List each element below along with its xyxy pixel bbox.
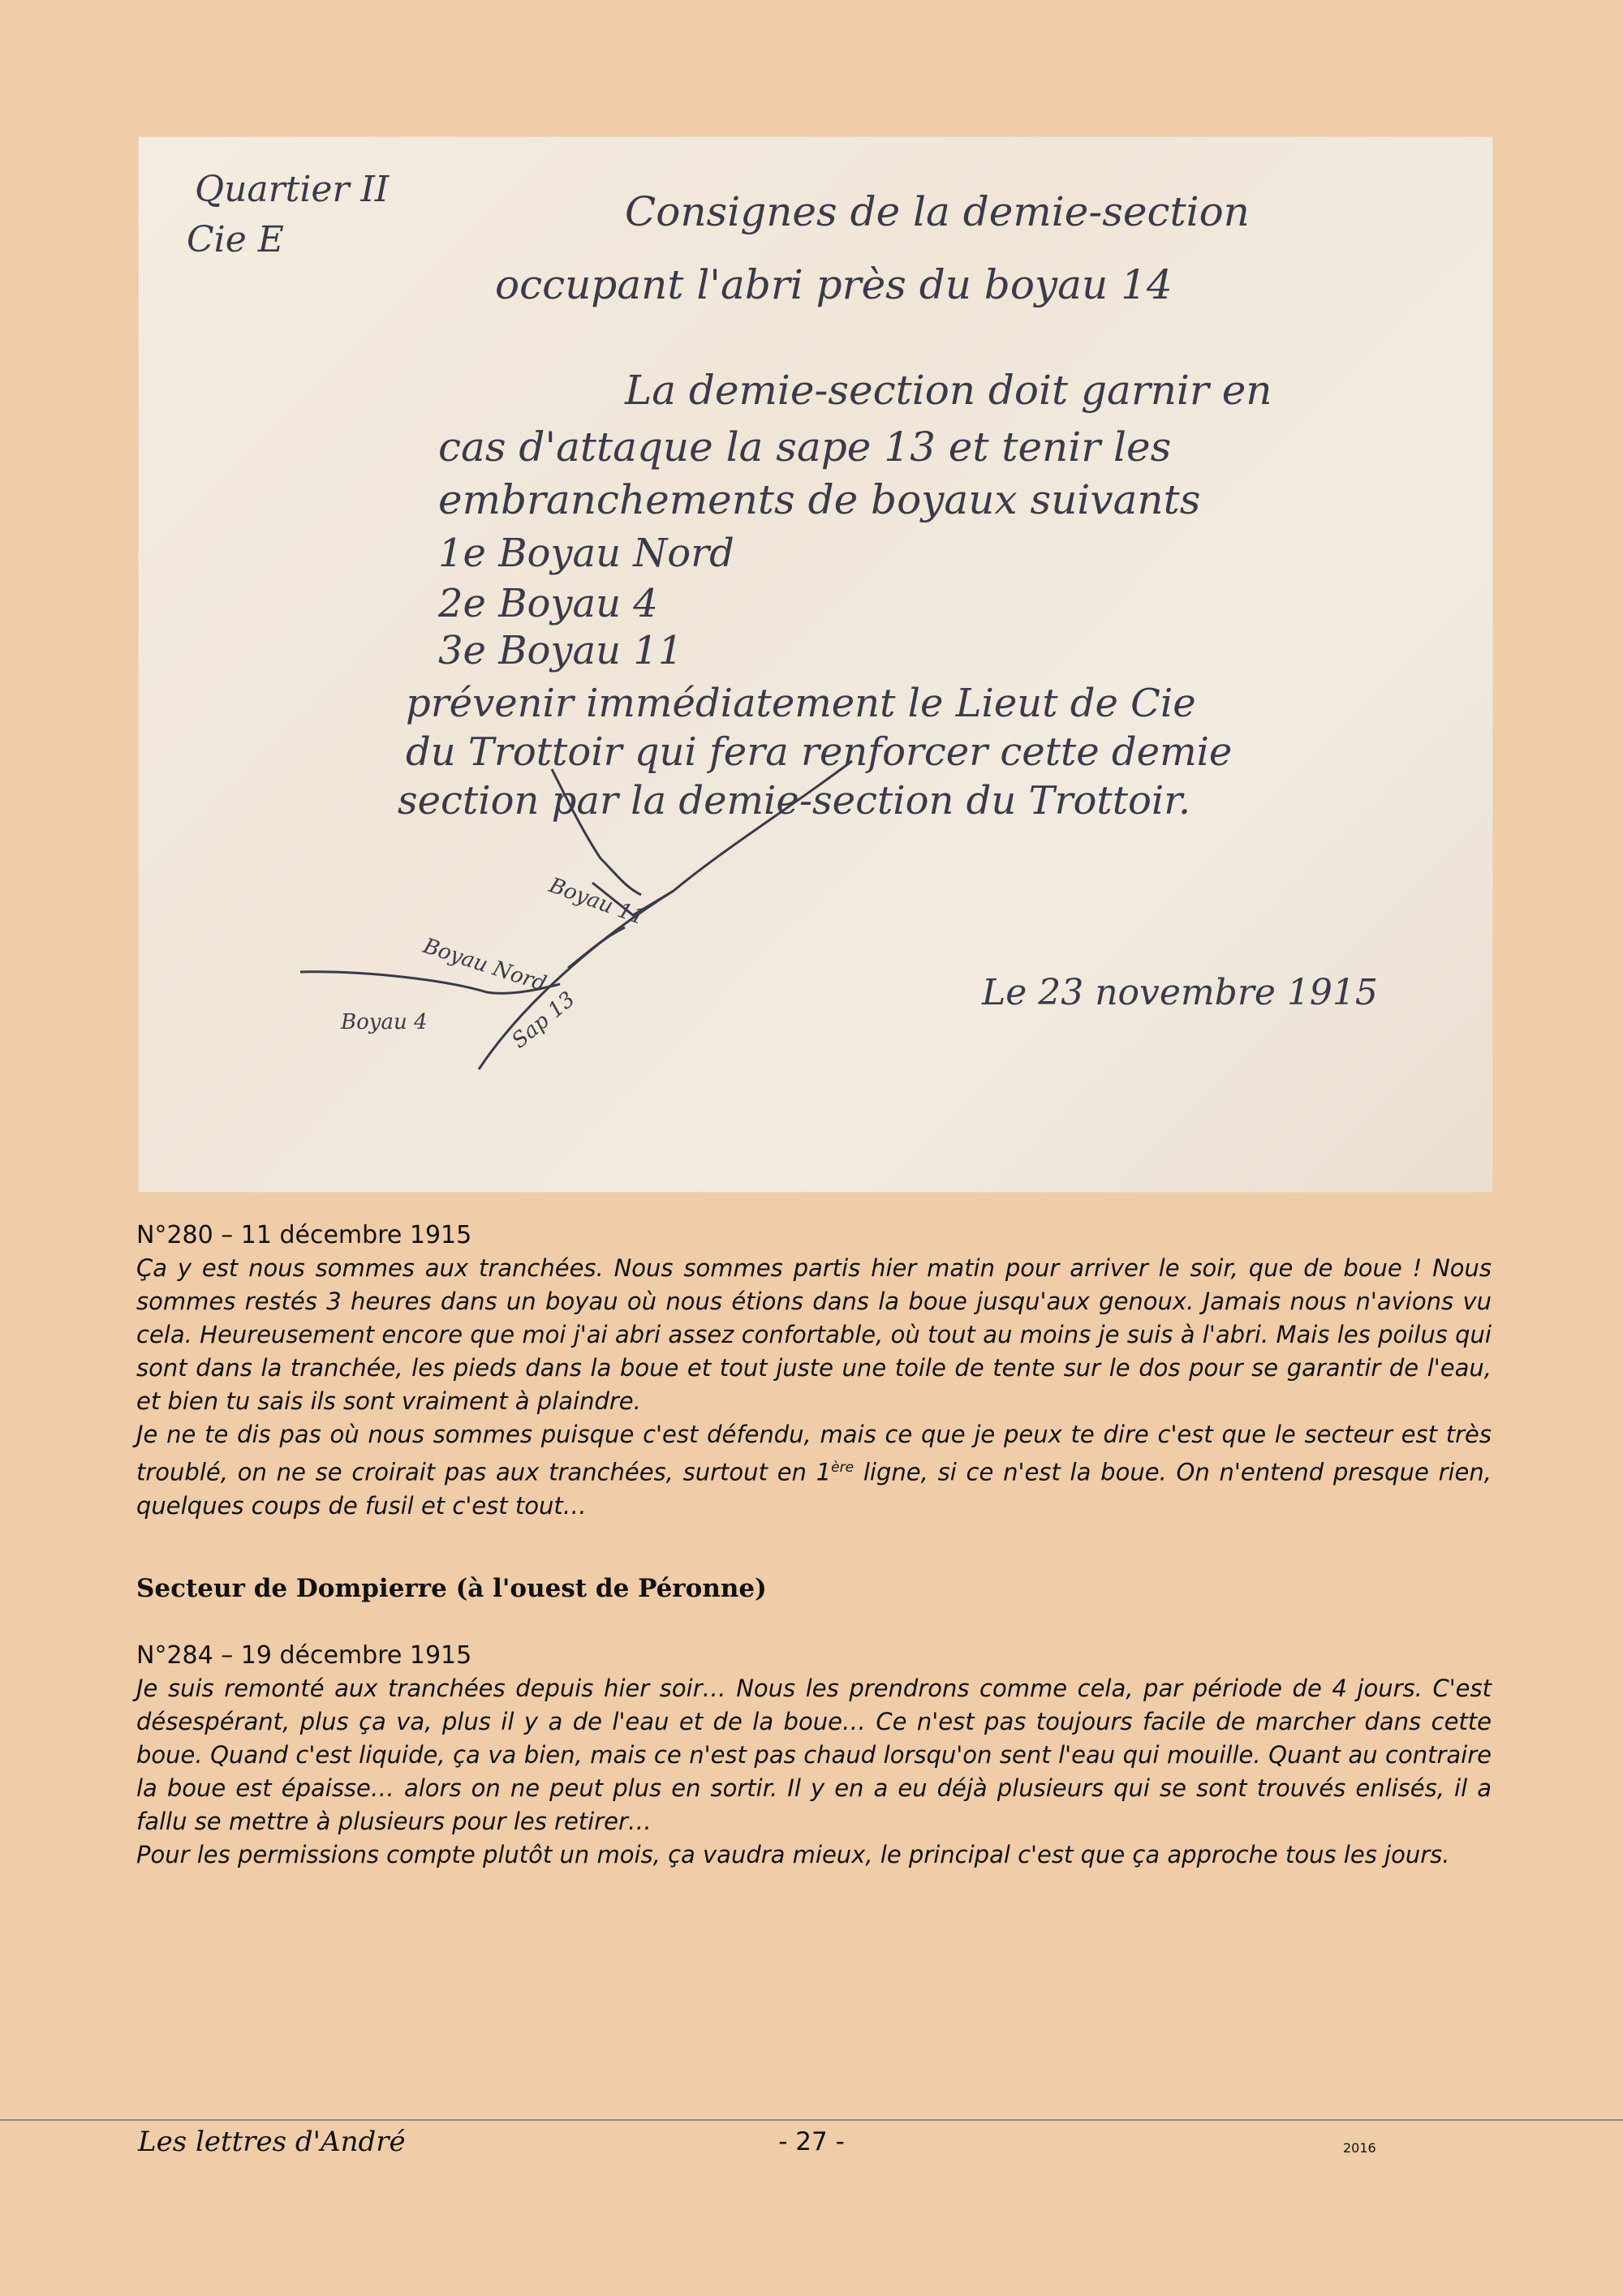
note-line: du Trottoir qui fera renforcer cette demie <box>406 729 1233 775</box>
map-label: Sap 13 <box>507 987 580 1054</box>
note-line: prévenir immédiatement le Lieut de Cie <box>406 681 1196 726</box>
entry-paragraph <box>136 1418 1492 1523</box>
note-line: 3e Boyau 11 <box>438 628 683 673</box>
map-label: Boyau 11 <box>545 873 648 931</box>
entry-heading: N°280 – 11 décembre 1915 <box>136 1221 472 1249</box>
footer-year: 2016 <box>1343 2140 1376 2156</box>
letter-entry-280 <box>136 1219 1492 1523</box>
section-title: Secteur de Dompierre (à l'ouest de Péronne) <box>136 1574 767 1603</box>
superscript: ère <box>831 1460 855 1476</box>
note-line: La demie-section doit garnir en <box>625 367 1272 414</box>
entry-body <box>136 1672 1492 1872</box>
entry-paragraph: Pour les permissions compte plutôt un mois, ça vaudra mieux, le principal c'est que ça approche tous les jours. <box>136 1841 1450 1868</box>
entry-text: Je ne te dis pas où nous sommes puisque c'est défendu, mais ce que je peux te dire c'est que le secteur est très troublé, on ne se croirait pas aux tranchées, surtout en 1 <box>136 1421 1492 1486</box>
note-line: section par la demie-section du Trottoir. <box>398 778 1191 823</box>
entry-heading: N°284 – 19 décembre 1915 <box>136 1641 472 1670</box>
footer-divider <box>0 2119 1623 2121</box>
note-line: embranchements de boyaux suivants <box>438 476 1201 523</box>
note-line: 2e Boyau 4 <box>438 581 658 626</box>
note-date: Le 23 novembre 1915 <box>982 972 1378 1013</box>
sap-line <box>568 927 625 968</box>
entry-paragraph: Ça y est nous sommes aux tranchées. Nous sommes partis hier matin pour arriver le soir, que de boue ! Nous sommes restés 3 heures dans un boyau où nous étions dans la boue jusqu'aux genoux. Jamais nous n'avions vu cela. Heureusement encore que moi j'ai abri assez confortable, où tout au moins je suis à l'abri. Mais les poilus qui sont dans la tranchée, les pieds dans la boue et tout juste une toile de tente sur le dos pour se garantir de l'eau, et bien tu sais ils sont vraiment à plaindre. <box>136 1254 1492 1415</box>
page-number: - 27 - <box>778 2127 845 2156</box>
note-line: Consignes de la demie-section <box>625 188 1250 235</box>
letter-entry-284 <box>136 1639 1492 1872</box>
note-line: Cie E <box>187 219 284 260</box>
map-label: Boyau 4 <box>341 1010 428 1034</box>
note-line: cas d'attaque la sape 13 et tenir les <box>438 424 1172 471</box>
footer-title: Les lettres d'André <box>138 2126 406 2158</box>
entry-body <box>136 1252 1492 1523</box>
handwritten-note <box>138 136 1493 1193</box>
note-line: Quartier II <box>195 169 390 210</box>
entry-paragraph: Je suis remonté aux tranchées depuis hier soir… Nous les prendrons comme cela, par période de 4 jours. C'est désespérant, plus ça va, plus il y a de l'eau et de la boue… Ce n'est pas toujours facile de marcher dans cette boue. Quand c'est liquide, ça va bien, mais ce n'est pas chaud lorsqu'on sent l'eau qui mouille. Quant au contraire la boue est épaisse… alors on ne peut plus en sortir. Il y en a eu déjà plusieurs qui se sont trouvés enlisés, il a fallu se mettre à plusieurs pour les retirer… <box>136 1675 1492 1835</box>
note-line: 1e Boyau Nord <box>438 531 734 576</box>
note-line: occupant l'abri près du boyau 14 <box>495 261 1173 308</box>
handwritten-letter-scan <box>138 136 1493 1193</box>
map-label: Boyau Nord <box>420 934 549 997</box>
entry-text: ligne, si ce n'est la boue. On n'entend presque rien, quelques coups de fusil et c'est tout… <box>136 1458 1492 1520</box>
